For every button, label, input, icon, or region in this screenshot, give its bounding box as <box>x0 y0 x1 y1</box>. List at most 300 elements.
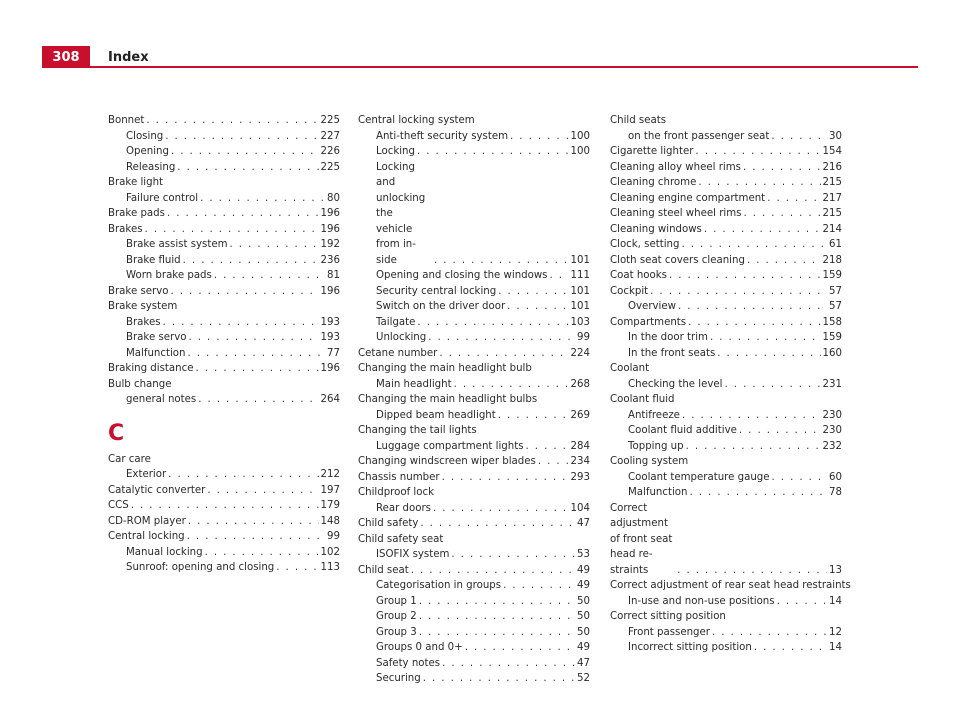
dot-leader <box>177 160 318 176</box>
index-entry <box>108 498 340 514</box>
entry-label: ISOFIX system <box>376 549 450 560</box>
index-subentry <box>358 129 590 145</box>
index-subentry <box>108 191 340 207</box>
dot-leader <box>168 467 318 483</box>
page-reference: 230 <box>822 409 842 421</box>
dot-leader <box>207 483 318 499</box>
index-subentry <box>610 640 842 656</box>
index-subentry <box>610 330 842 346</box>
index-subentry <box>358 284 590 300</box>
index-subentry <box>358 625 590 641</box>
page-reference: 100 <box>570 130 590 142</box>
entry-label: Cigarette lighter <box>610 146 694 157</box>
entry-label: Braking distance <box>108 363 194 374</box>
page-reference: 236 <box>320 254 340 266</box>
page-reference: 111 <box>570 270 590 281</box>
entry-label: Group 2 <box>376 611 417 622</box>
page-reference: 50 <box>577 626 590 638</box>
entry-label: Safety notes <box>376 657 441 669</box>
page-reference: 99 <box>327 531 340 542</box>
page-reference: 264 <box>320 394 340 405</box>
page-reference: 100 <box>570 146 590 157</box>
index-subentry <box>610 299 842 315</box>
entry-label: Brake fluid <box>126 254 181 266</box>
dot-leader <box>205 545 319 561</box>
page-reference: 47 <box>577 657 590 669</box>
entry-label: Overview <box>628 301 676 312</box>
entry-label: Worn brake pads <box>126 270 212 281</box>
page-reference: 60 <box>829 471 842 483</box>
page-reference: 49 <box>577 580 590 591</box>
index-subentry <box>108 330 340 346</box>
entry-label: Checking the level <box>628 378 723 390</box>
entry-label: Tailgate <box>376 316 416 328</box>
index-subentry <box>358 377 590 393</box>
index-subentry <box>108 237 340 253</box>
dot-leader <box>704 222 821 238</box>
page-reference: 154 <box>822 146 842 157</box>
page-reference: 13 <box>829 564 842 576</box>
index-heading: Car care <box>108 453 151 465</box>
index-subentry <box>358 547 590 563</box>
page-reference: 192 <box>320 239 340 250</box>
index-subentry <box>108 268 340 284</box>
entry-label: Dipped beam headlight <box>376 409 496 421</box>
dot-leader <box>419 609 575 625</box>
dot-leader <box>695 144 820 160</box>
page-reference: 268 <box>570 378 590 390</box>
entry-label: Brake assist system <box>126 239 228 250</box>
dot-leader <box>698 175 820 191</box>
index-heading: Child seats <box>610 115 667 126</box>
dot-leader <box>183 253 319 269</box>
dot-leader <box>417 315 568 331</box>
page-reference: 196 <box>320 363 340 374</box>
dot-leader <box>188 514 319 530</box>
index-subentry <box>358 330 590 346</box>
entry-label: Changing windscreen wiper blades <box>358 456 536 467</box>
index-entry <box>358 454 590 470</box>
page-reference: 293 <box>570 471 590 483</box>
dot-leader <box>689 485 827 501</box>
page-reference: 159 <box>822 270 842 281</box>
index-heading: Bulb change <box>108 378 172 390</box>
header-rule <box>42 66 918 68</box>
dot-leader <box>507 299 568 315</box>
page-reference: 160 <box>822 347 842 359</box>
index-entry <box>610 501 842 579</box>
entry-label: Locking and unlocking the vehicle from in-side <box>376 161 426 266</box>
dot-leader <box>276 560 318 576</box>
index-subentry <box>358 408 590 424</box>
index-subentry <box>610 346 842 362</box>
entry-label: Opening and closing the windows <box>376 270 548 281</box>
page-reference: 193 <box>320 316 340 328</box>
dot-leader <box>433 501 569 517</box>
page-reference: 61 <box>829 239 842 250</box>
dot-leader <box>198 392 318 408</box>
entry-label: Sunroof: opening and closing <box>126 562 275 573</box>
entry-label: Bonnet <box>108 115 145 126</box>
dot-leader <box>417 144 569 160</box>
page-reference: 197 <box>320 484 340 496</box>
index-subentry <box>358 609 590 625</box>
page-reference: 14 <box>829 642 842 653</box>
index-subentry <box>358 315 590 331</box>
entry-label: In the front seats <box>628 347 716 359</box>
index-subentry <box>610 485 842 501</box>
dot-leader <box>419 594 575 610</box>
page-reference: 104 <box>570 502 590 514</box>
page-reference: 148 <box>320 515 340 527</box>
page-reference: 102 <box>320 546 340 558</box>
index-entry <box>108 113 340 129</box>
dot-leader <box>747 253 821 269</box>
entry-label: Cleaning windows <box>610 223 702 235</box>
page-reference: 269 <box>570 409 590 421</box>
index-heading: Correct adjustment of rear seat head restraints <box>610 580 851 591</box>
index-heading: Central locking system <box>358 115 475 126</box>
index-entry <box>108 284 340 300</box>
index-entry <box>610 144 842 160</box>
entry-label: Catalytic converter <box>108 484 206 496</box>
dot-leader <box>771 129 827 145</box>
index-subentry <box>108 160 340 176</box>
page-reference: 212 <box>320 469 340 480</box>
dot-leader <box>717 346 820 362</box>
dot-leader <box>131 498 319 514</box>
index-entry <box>610 160 842 176</box>
index-heading: Child safety seat <box>358 533 444 545</box>
index-entry <box>610 206 842 222</box>
entry-label: Coolant temperature gauge <box>628 471 770 483</box>
entry-label: Rear doors <box>376 502 431 514</box>
entry-label: Brake pads <box>108 208 165 219</box>
page-reference: 101 <box>570 301 590 312</box>
entry-label: Incorrect sitting position <box>628 642 752 653</box>
dot-leader <box>423 671 575 687</box>
page-reference: 101 <box>570 285 590 297</box>
page-reference: 53 <box>577 549 590 560</box>
entry-label: Cleaning alloy wheel rims <box>610 161 741 173</box>
index-heading: Changing the tail lights <box>358 425 477 436</box>
page-reference: 47 <box>577 518 590 529</box>
dot-leader <box>171 144 319 160</box>
page-reference: 196 <box>320 285 340 297</box>
page-reference: 57 <box>829 301 842 312</box>
dot-leader <box>669 268 821 284</box>
index-heading: Correct sitting position <box>610 611 726 622</box>
index-heading: Brake light <box>108 177 164 188</box>
dot-leader <box>434 253 569 269</box>
entry-label: Central locking <box>108 531 185 542</box>
page-reference: 284 <box>570 440 590 452</box>
entry-label: Cockpit <box>610 285 649 297</box>
dot-leader <box>743 160 821 176</box>
dot-leader <box>214 268 325 284</box>
index-entry <box>358 470 590 486</box>
entry-label: Chassis number <box>358 471 440 483</box>
entry-label: Cleaning engine compartment <box>610 192 766 204</box>
index-subentry <box>108 315 340 331</box>
page-reference: 12 <box>829 626 842 638</box>
page-reference: 14 <box>829 595 842 607</box>
page-reference: 30 <box>829 130 842 142</box>
page-reference: 81 <box>327 270 340 281</box>
dot-leader <box>526 439 569 455</box>
page-title: Index <box>108 50 149 65</box>
dot-leader <box>465 640 575 656</box>
entry-label: Switch on the driver door <box>376 301 506 312</box>
index-entry <box>108 483 340 499</box>
dot-leader <box>167 206 319 222</box>
page-reference: 218 <box>822 254 842 266</box>
entry-label: Opening <box>126 146 169 157</box>
dot-leader <box>195 361 318 377</box>
index-heading: Coolant fluid <box>610 394 675 405</box>
entry-label: Malfunction <box>628 487 688 498</box>
entry-label: Brake servo <box>108 285 169 297</box>
page-reference: 101 <box>570 254 590 266</box>
index-subentry <box>358 578 590 594</box>
page-reference: 77 <box>327 347 340 359</box>
index-subentry <box>358 144 590 160</box>
page-reference: 226 <box>320 146 340 157</box>
entry-label: Topping up <box>628 440 684 452</box>
index-subentry <box>358 299 590 315</box>
entry-label: CCS <box>108 500 129 511</box>
entry-label: Securing <box>376 673 421 684</box>
entry-label: Brakes <box>126 316 161 328</box>
entry-label: Anti-theft security system <box>376 130 509 142</box>
index-subentry <box>610 408 842 424</box>
dot-leader <box>510 129 569 145</box>
entry-label: Cleaning steel wheel rims <box>610 208 742 219</box>
entry-label: Brakes <box>108 223 143 235</box>
entry-label: Main headlight <box>376 378 452 390</box>
entry-label: Luggage compartment lights <box>376 440 524 452</box>
page-reference: 158 <box>822 316 842 328</box>
dot-leader <box>451 547 575 563</box>
index-entry <box>610 284 842 300</box>
entry-label: Security central locking <box>376 285 497 297</box>
dot-leader <box>454 377 569 393</box>
dot-leader <box>503 578 575 594</box>
index-heading: Cooling system <box>610 456 689 467</box>
index-column-3 <box>610 113 851 656</box>
page-reference: 232 <box>822 440 842 452</box>
index-subentry <box>108 392 340 408</box>
dot-leader <box>428 330 575 346</box>
index-subentry <box>358 501 590 517</box>
entry-label: CD-ROM player <box>108 515 186 527</box>
index-entry <box>610 222 842 238</box>
entry-label: In-use and non-use positions <box>628 595 775 607</box>
dot-leader <box>743 206 820 222</box>
index-subentry <box>610 129 842 145</box>
dot-leader <box>710 330 821 346</box>
index-entry <box>358 563 590 579</box>
page-header <box>0 0 960 72</box>
page-reference: 113 <box>320 562 340 573</box>
page-reference: 52 <box>577 673 590 684</box>
entry-label: Cetane number <box>358 347 438 359</box>
index-subentry <box>108 144 340 160</box>
page-reference: 99 <box>577 332 590 343</box>
dot-leader <box>171 284 319 300</box>
dot-leader <box>754 640 827 656</box>
entry-label: general notes <box>126 394 197 405</box>
entry-label: Child seat <box>358 564 409 576</box>
entry-label: Brake servo <box>126 332 187 343</box>
dot-leader <box>650 284 827 300</box>
page-reference: 231 <box>822 378 842 390</box>
index-entry <box>358 516 590 532</box>
index-subentry <box>610 470 842 486</box>
index-subentry <box>108 253 340 269</box>
index-subentry <box>610 594 842 610</box>
entry-label: Coat hooks <box>610 270 667 281</box>
dot-leader <box>767 191 820 207</box>
page-reference: 49 <box>577 642 590 653</box>
dot-leader <box>146 113 318 129</box>
index-entry <box>108 361 340 377</box>
index-entry <box>108 222 340 238</box>
index-subentry <box>358 640 590 656</box>
index-entry <box>610 175 842 191</box>
index-subentry <box>358 439 590 455</box>
page-reference: 225 <box>320 161 340 173</box>
dot-leader <box>187 346 325 362</box>
index-section-letter: C <box>108 420 125 446</box>
page-reference: 196 <box>320 223 340 235</box>
page-reference: 50 <box>577 595 590 607</box>
page-reference: 214 <box>822 223 842 235</box>
page-reference: 179 <box>320 500 340 511</box>
dot-leader <box>681 237 827 253</box>
dot-leader <box>678 299 827 315</box>
index-entry <box>358 346 590 362</box>
page-reference: 234 <box>570 456 590 467</box>
index-subentry <box>358 268 590 284</box>
dot-leader <box>777 594 827 610</box>
dot-leader <box>550 268 569 284</box>
dot-leader <box>145 222 319 238</box>
page-reference: 216 <box>822 161 842 173</box>
entry-label: Releasing <box>126 161 176 173</box>
entry-label: Group 1 <box>376 595 417 607</box>
index-heading: Changing the main headlight bulb <box>358 363 532 374</box>
dot-leader <box>165 129 318 145</box>
page-number-badge: 308 <box>42 46 90 68</box>
index-entry <box>108 206 340 222</box>
entry-label: Failure control <box>126 192 199 204</box>
dot-leader <box>686 439 821 455</box>
page-reference: 78 <box>829 487 842 498</box>
index-entry <box>610 315 842 331</box>
dot-leader <box>712 625 827 641</box>
dot-leader <box>772 470 828 486</box>
index-subentry <box>108 467 340 483</box>
entry-label: Cloth seat covers cleaning <box>610 254 745 266</box>
index-entry <box>610 191 842 207</box>
page-reference: 50 <box>577 611 590 622</box>
page-reference: 193 <box>320 332 340 343</box>
dot-leader <box>163 315 319 331</box>
dot-leader <box>442 656 575 672</box>
index-heading: Childproof lock <box>358 487 434 498</box>
entry-label: In the door trim <box>628 332 708 343</box>
dot-leader <box>688 315 820 331</box>
index-entry <box>108 514 340 530</box>
entry-label: Groups 0 and 0+ <box>376 642 463 653</box>
index-heading: Brake system <box>108 301 178 312</box>
entry-label: Manual locking <box>126 546 203 558</box>
dot-leader <box>682 408 821 424</box>
index-entry <box>610 268 842 284</box>
dot-leader <box>442 470 569 486</box>
entry-label: Child safety <box>358 518 419 529</box>
index-subentry <box>610 625 842 641</box>
dot-leader <box>419 625 575 641</box>
entry-label: Categorisation in groups <box>376 580 502 591</box>
index-subentry <box>108 560 340 576</box>
entry-label: Compartments <box>610 316 687 328</box>
page-reference: 215 <box>822 177 842 188</box>
index-subentry <box>108 346 340 362</box>
dot-leader <box>420 516 575 532</box>
index-entry <box>108 529 340 545</box>
index-subentry <box>358 160 590 269</box>
page-reference: 80 <box>327 192 340 204</box>
dot-leader <box>538 454 569 470</box>
index-heading: Changing the main headlight bulbs <box>358 394 538 405</box>
entry-label: Exterior <box>126 469 167 480</box>
entry-label: Coolant fluid additive <box>628 425 737 436</box>
page-reference: 103 <box>570 316 590 328</box>
index-subentry <box>610 377 842 393</box>
dot-leader <box>498 284 568 300</box>
entry-label: Front passenger <box>628 626 710 638</box>
index-column-2 <box>358 113 590 687</box>
page-reference: 225 <box>320 115 340 126</box>
index-subentry <box>358 594 590 610</box>
index-subentry <box>108 545 340 561</box>
index-heading: Coolant <box>610 363 650 374</box>
dot-leader <box>187 529 325 545</box>
dot-leader <box>200 191 325 207</box>
dot-leader <box>498 408 569 424</box>
page-reference: 215 <box>822 208 842 219</box>
dot-leader <box>739 423 821 439</box>
index-column-1 <box>108 113 340 576</box>
dot-leader <box>230 237 319 253</box>
page-reference: 227 <box>320 130 340 142</box>
index-entry <box>610 253 842 269</box>
page-reference: 159 <box>822 332 842 343</box>
page-reference: 196 <box>320 208 340 219</box>
entry-label: Clock, setting <box>610 239 680 250</box>
entry-label: Correct adjustment of front seat head re-straints <box>610 502 673 576</box>
dot-leader <box>725 377 821 393</box>
entry-label: Malfunction <box>126 347 186 359</box>
page-reference: 57 <box>829 285 842 297</box>
dot-leader <box>677 563 827 579</box>
page-reference: 230 <box>822 425 842 436</box>
index-entry <box>610 237 842 253</box>
entry-label: Closing <box>126 130 164 142</box>
dot-leader <box>189 330 319 346</box>
